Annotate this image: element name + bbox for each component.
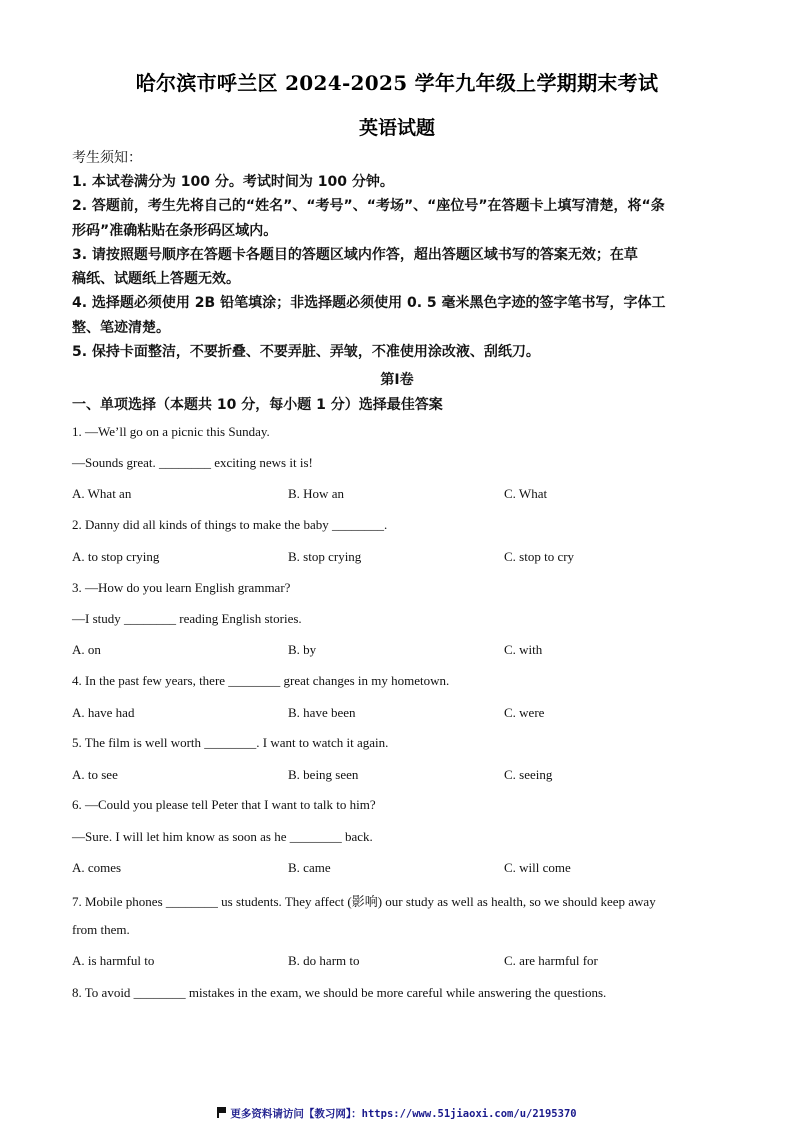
notice-line: 1. 本试卷满分为 100 分。考试时间为 100 分钟。 [72,174,394,190]
question-3-stem-line: —I study ________ reading English stories. [72,611,302,626]
question-7-stem-line: from them. [72,922,130,937]
question-1-stem-line: —Sounds great. ________ exciting news it is! [72,455,313,470]
notice-line: 稿纸、试题纸上答题无效。 [72,271,240,288]
question-2-option-c: C. stop to cry [504,549,575,564]
question-6-option-a: A. comes [72,860,122,875]
footer-link-line[interactable] [0,1106,794,1121]
question-6-stem: 6. —Could you please tell Peter that I want to talk to him? [72,797,376,812]
notice-list [72,170,722,364]
question-6-option-c: C. will come [504,860,571,875]
question-4-option-b: B. have been [288,705,356,720]
question-3-option-a: A. on [72,642,101,657]
section-heading: 一、单项选择（本题共 10 分，每小题 1 分）选择最佳答案 [72,397,443,413]
notice-line: 4. 选择题必须使用 2B 铅笔填涂；非选择题必须使用 0. 5 毫米黑色字迹的签字笔书写，字体工 [72,295,666,312]
question-4-option-c: C. were [504,705,545,720]
question-2-stem: 2. Danny did all kinds of things to make the baby ________. [72,517,388,532]
exam-subtitle: 英语试题 [358,117,435,139]
question-6-stem-line: —Sure. I will let him know as soon as he ________ back. [72,829,373,844]
question-1-stem: 1. —We’ll go on a picnic this Sunday. [72,424,270,439]
question-7-option-b: B. do harm to [288,953,360,968]
question-5-option-c: C. seeing [504,767,553,782]
question-4-stem: 4. In the past few years, there ________ great changes in my hometown. [72,673,450,688]
notice-line: 2. 答题前，考生先将自己的“姓名”、“考号”、“考场”、“座位号”在答题卡上填写清楚，将“条 [72,198,665,215]
question-8-stem: 8. To avoid ________ mistakes in the exam, we should be more careful while answering the questions. [72,985,607,1000]
question-6-option-b: B. came [288,860,331,875]
question-1-option-c: C. What [504,486,548,501]
question-3-stem: 3. —How do you learn English grammar? [72,580,291,595]
question-7-stem: 7. Mobile phones ________ us students. They affect (影响) our study as well as health, so we should keep away [72,894,656,909]
notice-line: 5. 保持卡面整洁，不要折叠、不要弄脏、弄皱，不准使用涂改液、刮纸刀。 [72,344,540,361]
question-7-option-c: C. are harmful for [504,953,598,968]
volume-heading: 第Ⅰ卷 [380,372,414,388]
exam-title: 哈尔滨市呼兰区 2024-2025 学年九年级上学期期末考试 [135,71,659,95]
question-1-option-a: A. What an [72,486,132,501]
question-5-option-b: B. being seen [288,767,359,782]
question-5-stem: 5. The film is well worth ________. I want to watch it again. [72,735,389,750]
question-3-option-b: B. by [288,642,317,657]
question-1-option-b: B. How an [288,486,344,501]
question-2-option-b: B. stop crying [288,549,362,564]
footer-text[interactable]: 更多资料请访问【教习网】：https://www.51jiaoxi.com/u/2195370 [230,1108,577,1120]
question-5-option-a: A. to see [72,767,118,782]
notice-heading: 考生须知： [72,150,142,166]
question-3-option-c: C. with [504,642,543,657]
notice-line: 整、笔迹清楚。 [72,319,170,336]
question-4-option-a: A. have had [72,705,135,720]
flag-icon [217,1107,226,1118]
notice-line: 3. 请按照题号顺序在答题卡各题目的答题区域内作答，超出答题区域书写的答案无效；在草 [72,246,638,263]
question-7-option-a: A. is harmful to [72,953,155,968]
question-2-option-a: A. to stop crying [72,549,160,564]
notice-line: 形码”准确粘贴在条形码区域内。 [72,222,278,239]
